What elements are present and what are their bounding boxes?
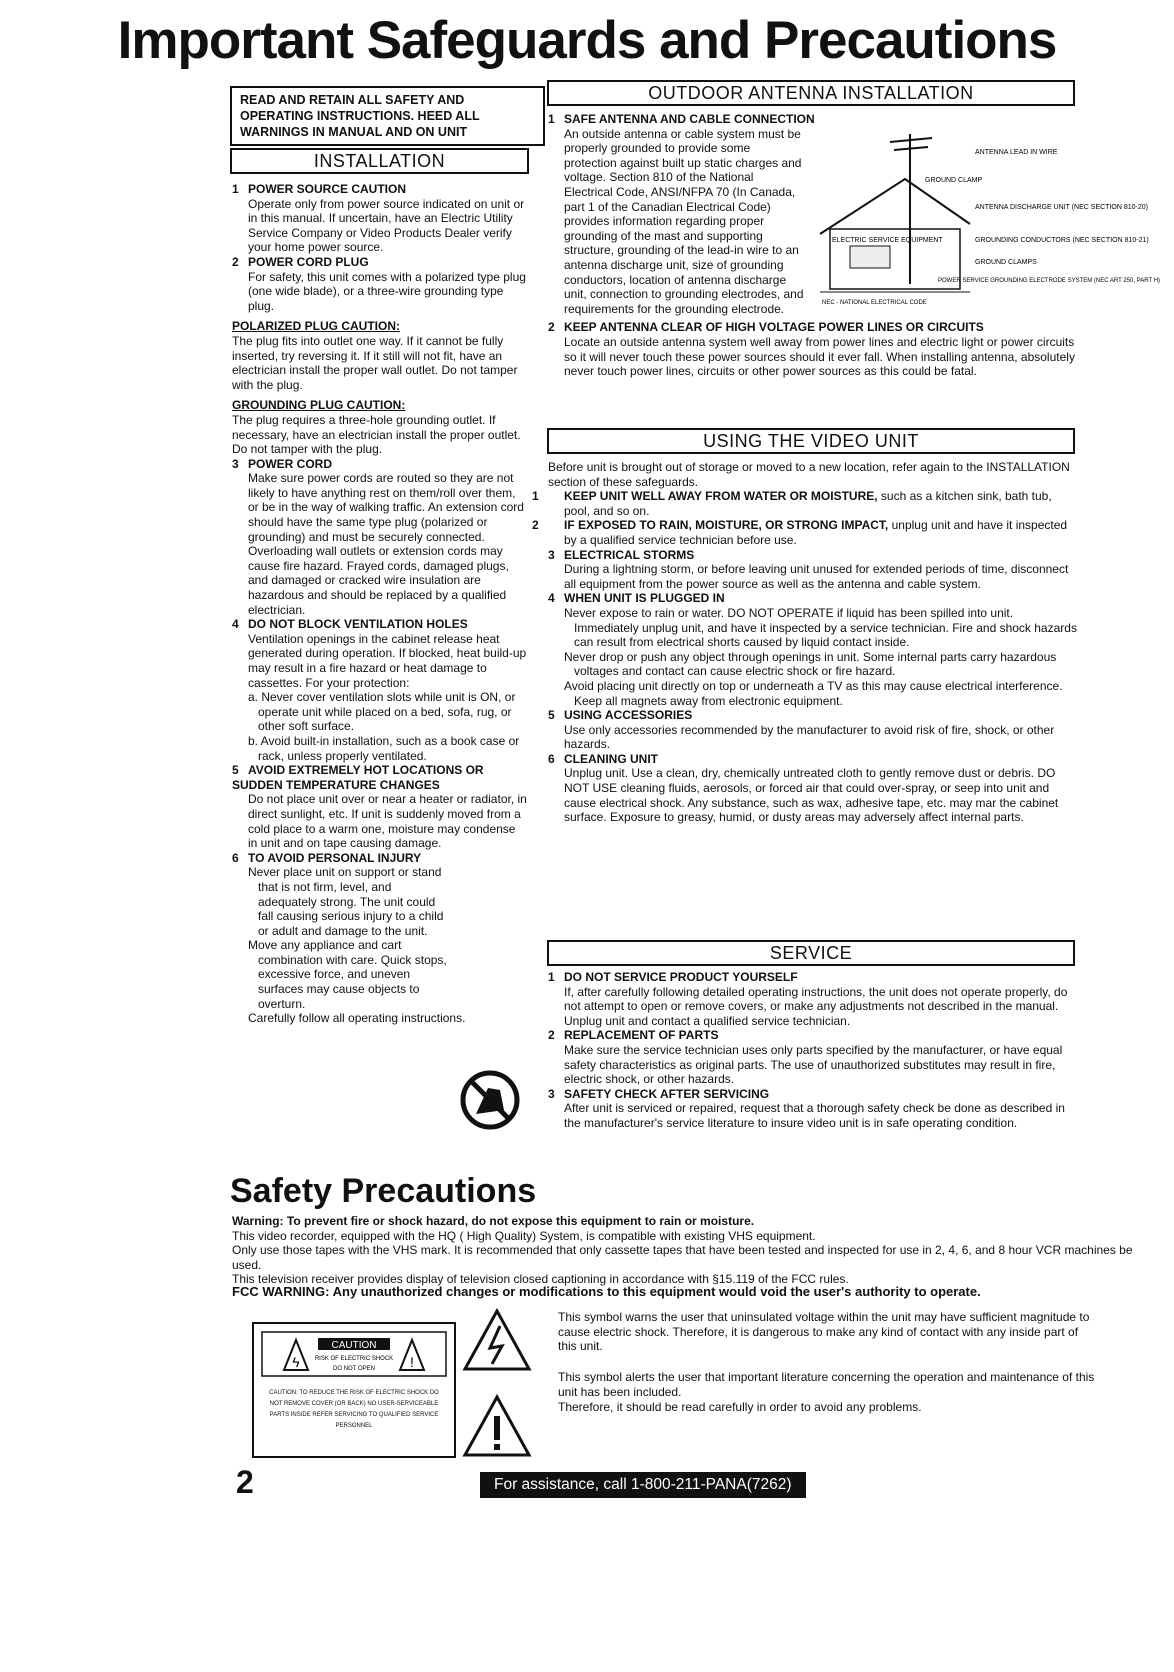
installation-column [232, 182, 528, 1026]
outdoor-antenna-heading: OUTDOOR ANTENNA INSTALLATION [547, 80, 1075, 106]
item-text: If, after carefully following detailed operating instructions, the unit does not operate properly, do not attempt to open or remove covers, or make any adjustments not described in the manual. Unplug unit and contact a qualified service technician. [564, 984, 1068, 1028]
service-item-1 [548, 970, 1080, 1028]
video-item-3 [548, 548, 1080, 592]
grounding-text: The plug requires a three-hole grounding outlet. If necessary, have an electrician install the proper outlet. Do not tamper with the plug. [232, 412, 521, 457]
item-text: Operate only from power source indicated on unit or in this manual. If uncertain, have an Electric Utility Service Company or Video Products Dealer verify your home power source. [248, 196, 525, 255]
item-number: 4 [548, 591, 555, 606]
safety-precautions-heading: Safety Precautions [230, 1172, 537, 1210]
item-title: CLEANING UNIT [564, 751, 658, 766]
diagram-label: GROUND CLAMP [925, 177, 983, 184]
item-title: KEEP ANTENNA CLEAR OF HIGH VOLTAGE POWER LINES OR CIRCUITS [564, 320, 984, 335]
diagram-label: GROUND CLAMPS [975, 259, 1037, 266]
video-intro: Before unit is brought out of storage or moved to a new location, refer again to the INSTALLATION section of these safeguards. [548, 460, 1070, 489]
item-number: 2 [532, 518, 539, 533]
item-text: Ventilation openings in the cabinet release heat generated during operation. If blocked, heat build-up may result in a fire hazard or heat damage to cassettes. For your protection: [248, 631, 527, 690]
item-title: DO NOT BLOCK VENTILATION HOLES [248, 617, 468, 632]
grounding-title: GROUNDING PLUG CAUTION: [232, 398, 406, 413]
item-number: 4 [232, 617, 239, 632]
item-title: ELECTRICAL STORMS [564, 547, 695, 562]
item-text: An outside antenna or cable system must be properly grounded to provide some protection against built up static charges and voltage. Section 810 of the National Electrical Code, ANSI/NFPA 70 (In Canada, part 1 of the Canadian Electrical Code) provides information regarding proper grounding of the mast and supporting structure, grounding of the lead-in wire to an antenna discharge unit, size of grounding conductors, location of antenna discharge unit, connection to grounding electrodes, and requirements for the grounding electrode. [564, 126, 804, 316]
safety-line: Only use those tapes with the VHS mark. It is recommended that only cassette tapes that have been tested and inspected for use in 2, 4, 6, and 8 hour VCR machines be used. [232, 1243, 1133, 1272]
item-number: 3 [548, 547, 555, 562]
item-text: unplug unit and have it inspected by a qualified service technician before use. [564, 518, 1068, 547]
item-text: such as a kitchen sink, bath tub, pool, and so on. [564, 489, 1052, 518]
item-title: REPLACEMENT OF PARTS [564, 1028, 719, 1043]
installation-item-4 [232, 617, 528, 763]
item-title: SAFE ANTENNA AND CABLE CONNECTION [564, 112, 815, 126]
item-title: USING ACCESSORIES [564, 708, 693, 723]
item-number: 1 [232, 182, 239, 196]
caution-sub1: RISK OF ELECTRIC SHOCK [314, 1356, 394, 1362]
caution-title: CAUTION [331, 1340, 377, 1351]
antenna-grounding-diagram [820, 124, 1161, 334]
item-number: 1 [532, 489, 539, 504]
installation-item-3 [232, 457, 528, 618]
item-number: 2 [548, 1028, 555, 1043]
installation-heading: INSTALLATION [230, 148, 529, 174]
item-title: AVOID EXTREMELY HOT LOCATIONS OR SUDDEN TEMPERATURE CHANGES [232, 763, 484, 792]
item-text: Make sure the service technician uses only parts specified by the manufacturer, or have equal safety characteristics as original parts. The use of unauthorized substitutes may result in fire, electric shock, or other hazards. [564, 1042, 1063, 1087]
item-title: POWER CORD [248, 456, 332, 471]
grounding-plug-caution [232, 398, 528, 456]
installation-item-6 [232, 851, 452, 1012]
service-column [548, 970, 1080, 1131]
item-title: POWER SOURCE CAUTION [248, 182, 407, 196]
diagram-label: NEC - NATIONAL ELECTRICAL CODE [822, 300, 927, 306]
no-cart-tipover-icon [460, 1070, 520, 1130]
diagram-label: ANTENNA DISCHARGE UNIT (NEC SECTION 810-20) [975, 204, 1148, 211]
installation-item-2 [232, 255, 528, 313]
diagram-label: POWER SERVICE GROUNDING ELECTRODE SYSTEM (NEC ART 250, PART H) [938, 278, 1161, 284]
plugged-bullet: Avoid placing unit directly on top or underneath a TV as this may cause electrical interference. Keep all magnets away from electronic equipment. [564, 678, 1063, 708]
warning-text: To prevent fire or shock hazard, do not expose this equipment to rain or moisture. [286, 1214, 755, 1228]
item-title: TO AVOID PERSONAL INJURY [248, 850, 422, 865]
item-title: IF EXPOSED TO RAIN, MOISTURE, OR STRONG IMPACT, [564, 518, 889, 533]
service-heading: SERVICE [547, 940, 1075, 966]
page-number: 2 [236, 1464, 254, 1500]
item-number: 2 [548, 320, 555, 335]
item-title: KEEP UNIT WELL AWAY FROM WATER OR MOISTURE, [564, 489, 878, 504]
installation-item-1 [232, 182, 528, 255]
item-number: 3 [548, 1086, 555, 1101]
safety-line: This video recorder, equipped with the HQ ( High Quality) System, is compatible with existing VHS equipment. [232, 1228, 816, 1243]
lightning-symbol-text: This symbol warns the user that uninsulated voltage within the unit may have sufficient magnitude to cause electric shock. Therefore, it is dangerous to make any kind of contact with any inside part of this unit. [558, 1310, 1090, 1353]
item-text: During a lightning storm, or before leaving unit unused for extended periods of time, disconnect all equipment from the power source as well as the antenna and cable system. [564, 562, 1069, 591]
video-item-4 [548, 591, 1080, 708]
polarized-title: POLARIZED PLUG CAUTION: [232, 319, 400, 334]
item-number: 6 [232, 850, 239, 865]
caution-sub2: DO NOT OPEN [333, 1366, 375, 1372]
polarized-plug-caution [232, 319, 528, 392]
item-number: 1 [548, 970, 555, 984]
fcc-warning: FCC WARNING: Any unauthorized changes or modifications to this equipment would void the user's authority to operate. [232, 1284, 981, 1299]
svg-text:ϟ: ϟ [292, 1354, 300, 1370]
diagram-label: ELECTRIC SERVICE EQUIPMENT [832, 237, 943, 244]
injury-bullet: Never place unit on support or stand that is not firm, level, and adequately strong. The unit could fall causing serious injury to a child or adult and damage to the unit. [248, 865, 444, 938]
item-title: POWER CORD PLUG [248, 254, 369, 269]
video-item-6 [548, 752, 1080, 825]
caution-fine-print: CAUTION: TO REDUCE THE RISK OF ELECTRIC SHOCK DO NOT REMOVE COVER (OR BACK) NO USER-SERVICEABLE PARTS INSIDE REFER SERVICING TO QUALIFIED SERVICE PERSONNEL [269, 1390, 439, 1429]
service-item-2 [548, 1028, 1080, 1086]
exclamation-point-icon [462, 1394, 532, 1458]
exclamation-symbol-text-2: Therefore, it should be read carefully in order to avoid any problems. [558, 1400, 922, 1414]
item-text: Locate an outside antenna system well away from power lines and electric light or power circuits so it will never touch these power sources should it ever fall. When installing antenna, absolutely never touch power lines, circuits or other power sources as this could be fatal. [564, 334, 1075, 379]
item-number: 2 [232, 254, 239, 269]
caution-label [252, 1322, 456, 1458]
video-item-2 [532, 518, 1080, 547]
retain-notice: READ AND RETAIN ALL SAFETY AND OPERATING INSTRUCTIONS. HEED ALL WARNINGS IN MANUAL AND ON UNIT [230, 86, 545, 146]
item-text: After unit is serviced or repaired, request that a thorough safety check be done as described in the manufacturer's service literature to insure video unit is in safe operating condition. [564, 1101, 1065, 1130]
safety-line: This television receiver provides display of television closed captioning in accordance with §15.119 of the FCC rules. [232, 1272, 849, 1286]
item-text: Unplug unit. Use a clean, dry, chemically untreated cloth to gently remove dust or debris. DO NOT USE cleaning fluids, aerosols, or forced air that could over-spray, or seep into unit and cause electrical shock. Any substance, such as wax, adhesive tape, etc. may mar the cabinet surface. Exposure to greasy, humid, or dusty areas may adversely affect internal parts. [564, 766, 1059, 825]
warning-label: Warning: [232, 1214, 284, 1228]
vent-bullet: a. Never cover ventilation slots while unit is ON, or operate unit while placed on a bed, sofa, rug, or other soft surface. [248, 690, 516, 734]
item-number: 3 [232, 456, 239, 471]
page-title: Important Safeguards and Precautions [117, 11, 1057, 70]
video-item-5 [548, 708, 1080, 752]
diagram-label: ANTENNA LEAD IN WIRE [975, 149, 1058, 156]
polarized-text: The plug fits into outlet one way. If it cannot be fully inserted, try reversing it. If it still will not fit, have an electrician install the proper wall outlet. Do not tamper with the plug. [232, 333, 518, 392]
item-title: WHEN UNIT IS PLUGGED IN [564, 591, 725, 606]
video-column [532, 460, 1080, 825]
item-number: 1 [548, 112, 555, 126]
item-title: SAFETY CHECK AFTER SERVICING [564, 1086, 770, 1101]
item-number: 6 [548, 751, 555, 766]
item-number: 5 [548, 708, 555, 723]
video-item-1 [532, 489, 1080, 518]
injury-bullet: Move any appliance and cart combination with care. Quick stops, excessive force, and uneven surfaces may cause objects to overturn. [248, 938, 447, 1011]
svg-text:!: ! [410, 1354, 414, 1370]
plugged-bullet: Never expose to rain or water. DO NOT OPERATE if liquid has been spilled into unit. Immediately unplug unit, and have it inspected by a service technician. Fire and shock hazards can result from electrical shorts caused by liquid contact inside. [564, 605, 1077, 650]
safety-text [232, 1214, 1142, 1287]
diagram-label: GROUNDING CONDUCTORS (NEC SECTION 810-21) [975, 237, 1149, 244]
plugged-bullet: Never drop or push any object through openings in unit. Some internal parts carry hazardous voltages and contact can cause electric shock or fire hazard. [564, 649, 1057, 679]
exclamation-symbol-text-1: This symbol alerts the user that important literature concerning the operation and maintenance of this unit has been included. [558, 1370, 1095, 1399]
item-text: Do not place unit over or near a heater or radiator, in direct sunlight, etc. If unit is suddenly moved from a cold place to a warm one, moisture may condense in unit and on tape causing damage. [248, 792, 527, 851]
assistance-banner: For assistance, call 1-800-211-PANA(7262) [480, 1472, 806, 1498]
item-number: 5 [232, 763, 239, 778]
lightning-bolt-icon [462, 1308, 532, 1372]
vent-bullet: b. Avoid built-in installation, such as a book case or rack, unless properly ventilated. [248, 733, 520, 763]
item-title: DO NOT SERVICE PRODUCT YOURSELF [564, 970, 798, 984]
service-item-3 [548, 1087, 1080, 1131]
item-text: For safety, this unit comes with a polarized type plug (one wide blade), or a three-wire grounding type plug. [248, 269, 526, 313]
injury-bullet: Carefully follow all operating instructions. [248, 1011, 466, 1026]
installation-item-5 [232, 763, 528, 851]
item-text: Use only accessories recommended by the manufacturer to avoid risk of fire, shock, or other hazards. [564, 722, 1055, 752]
video-unit-heading: USING THE VIDEO UNIT [547, 428, 1075, 454]
item-text: Make sure power cords are routed so they are not likely to have anything rest on them/roll over them, or be in the way of walking traffic. An extension cord should have the same type plug (polarized or grounding) and must be securely connected. Overloading wall outlets or extension cords may cause fire hazard. Frayed cords, damaged plugs, and damaged or cracked wire insulation are hazardous and should be replaced by a qualified electrician. [248, 471, 524, 617]
